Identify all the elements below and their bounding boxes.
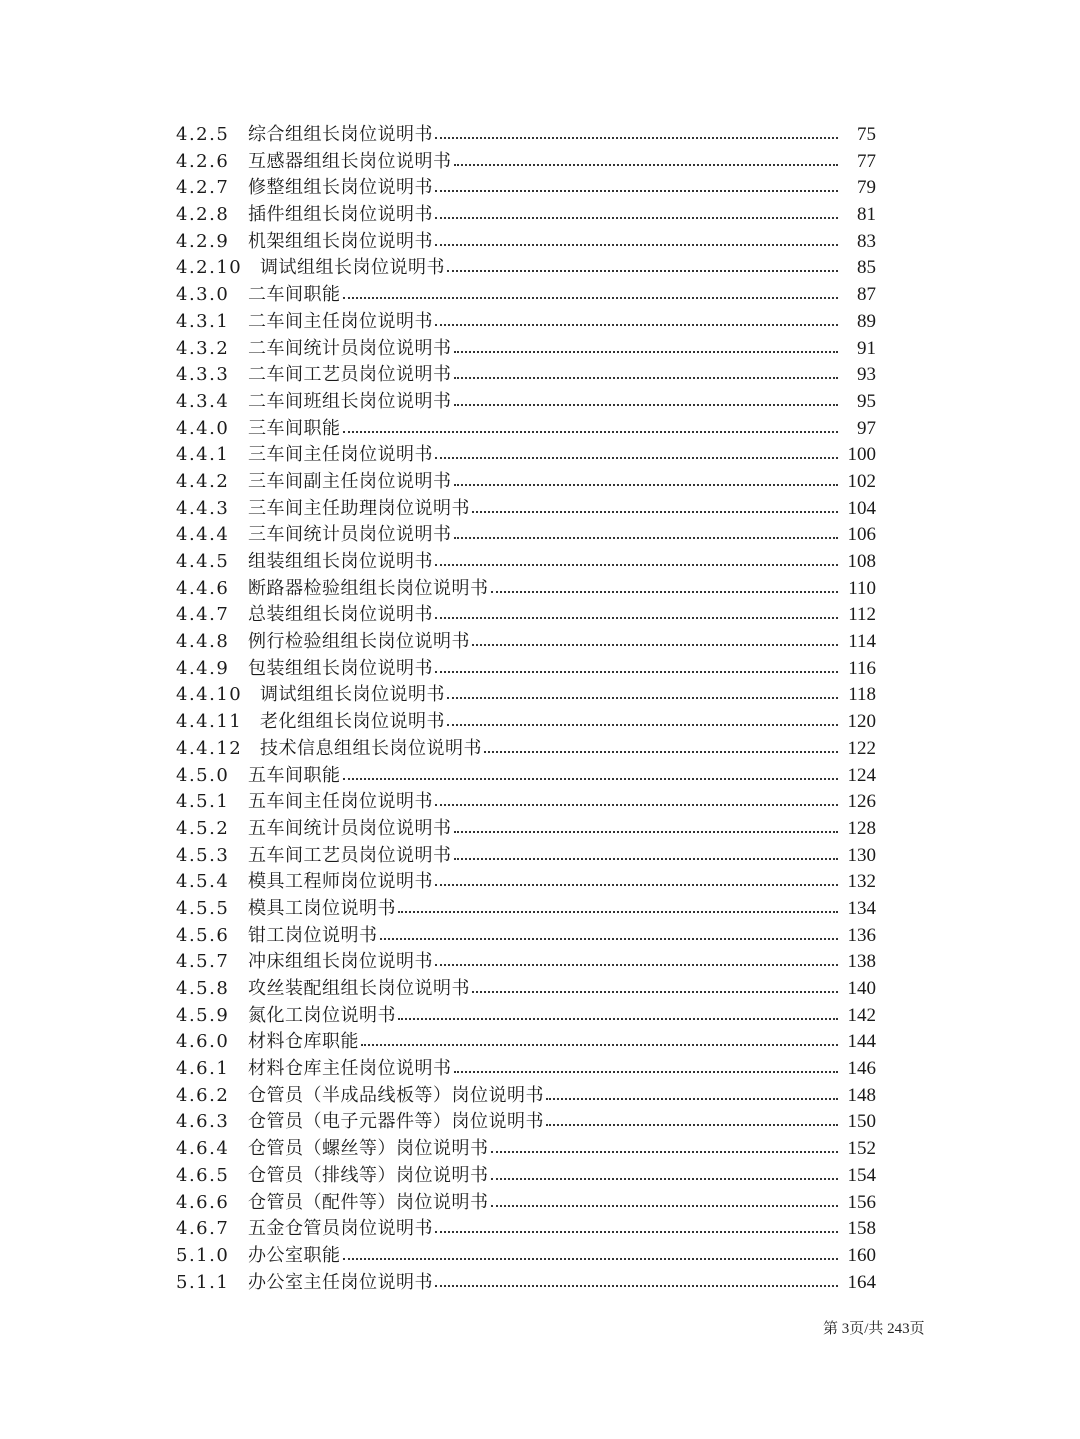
toc-entry-title: 仓管员（排线等）岗位说明书 (248, 1164, 489, 1186)
toc-entry-number: 4.3.1 (176, 310, 230, 332)
toc-entry-number: 4.5.7 (176, 951, 230, 973)
toc-entry-page: 100 (847, 444, 876, 466)
toc-entry-title: 机架组组长岗位说明书 (248, 230, 433, 252)
toc-dot-leader (546, 1109, 838, 1136)
toc-dot-leader (435, 656, 838, 683)
toc-entry-page: 112 (848, 604, 876, 626)
toc-entry-number: 4.4.3 (176, 497, 230, 519)
toc-dot-leader (343, 763, 839, 790)
toc-entry-page: 136 (847, 924, 876, 946)
toc-entry-number: 4.5.8 (176, 978, 230, 999)
toc-entry[interactable] (176, 1109, 876, 1136)
toc-entry-page: 160 (847, 1244, 876, 1266)
toc-entry[interactable] (176, 336, 876, 363)
toc-entry-number: 4.6.4 (176, 1138, 230, 1160)
toc-entry-number: 4.4.9 (176, 657, 230, 679)
toc-entry-page: 144 (847, 1031, 876, 1053)
toc-entry-number: 4.6.1 (176, 1058, 230, 1080)
toc-entry-title: 五车间统计员岗位说明书 (248, 817, 452, 839)
toc-entry-number: 4.4.6 (176, 577, 230, 599)
toc-entry-number: 4.2.6 (176, 150, 230, 172)
toc-entry-page: 154 (847, 1164, 876, 1186)
toc-entry-number: 5.1.0 (176, 1244, 230, 1266)
toc-dot-leader (343, 416, 839, 443)
toc-entry[interactable] (176, 949, 876, 976)
toc-entry-number: 4.2.8 (176, 204, 230, 226)
toc-entry[interactable] (176, 869, 876, 896)
toc-entry[interactable] (176, 709, 876, 736)
toc-entry-title: 材料仓库职能 (248, 1031, 359, 1053)
toc-dot-leader (435, 122, 838, 149)
toc-entry-number: 4.6.3 (176, 1111, 230, 1133)
toc-entry-page: 75 (857, 124, 876, 145)
toc-entry-title: 冲床组组长岗位说明书 (248, 951, 433, 973)
toc-entry-page: 110 (848, 577, 876, 599)
toc-entry-number: 4.4.7 (176, 604, 230, 626)
toc-entry-title: 三车间副主任岗位说明书 (248, 470, 452, 492)
toc-dot-leader (435, 1216, 838, 1243)
toc-entry[interactable] (176, 763, 876, 790)
toc-entry[interactable] (176, 736, 876, 763)
toc-dot-leader (435, 602, 838, 629)
toc-entry-number: 4.5.0 (176, 764, 230, 786)
toc-entry-page: 146 (847, 1058, 876, 1080)
toc-dot-leader (491, 1136, 839, 1163)
toc-dot-leader (447, 682, 838, 709)
toc-entry-page: 156 (847, 1191, 876, 1213)
toc-entry-title: 仓管员（半成品线板等）岗位说明书 (248, 1084, 544, 1106)
toc-entry-title: 二车间班组长岗位说明书 (248, 390, 452, 412)
toc-entry-number: 4.3.4 (176, 390, 230, 412)
toc-dot-leader (435, 949, 838, 976)
toc-entry-title: 氮化工岗位说明书 (248, 1004, 396, 1026)
toc-entry-page: 148 (847, 1084, 876, 1106)
toc-entry-title: 二车间主任岗位说明书 (248, 310, 433, 332)
toc-entry-number: 4.4.2 (176, 470, 230, 492)
toc-entry[interactable] (176, 1083, 876, 1110)
toc-entry[interactable] (176, 1270, 876, 1297)
toc-entry[interactable] (176, 923, 876, 950)
toc-entry-title: 例行检验组组长岗位说明书 (248, 631, 470, 653)
toc-dot-leader (454, 362, 839, 389)
toc-entry[interactable] (176, 1163, 876, 1190)
toc-entry-page: 142 (847, 1004, 876, 1026)
toc-entry-number: 4.5.4 (176, 871, 230, 893)
toc-entry-number: 4.4.12 (176, 737, 243, 759)
toc-entry-title: 插件组组长岗位说明书 (248, 204, 433, 226)
toc-entry-number: 4.5.9 (176, 1004, 230, 1026)
toc-entry-number: 4.6.6 (176, 1191, 230, 1213)
toc-entry-number: 4.6.2 (176, 1084, 230, 1106)
toc-entry-title: 二车间职能 (248, 284, 341, 306)
toc-entry-title: 二车间统计员岗位说明书 (248, 337, 452, 359)
toc-dot-leader (472, 629, 838, 656)
toc-dot-leader (472, 496, 838, 523)
toc-dot-leader (398, 1003, 838, 1030)
toc-entry[interactable] (176, 229, 876, 256)
toc-entry[interactable] (176, 389, 876, 416)
toc-entry-number: 4.4.11 (176, 711, 243, 733)
toc-dot-leader (398, 896, 838, 923)
toc-entry-page: 89 (857, 310, 876, 332)
toc-entry[interactable] (176, 469, 876, 496)
toc-entry-title: 调试组组长岗位说明书 (260, 684, 445, 706)
toc-entry-number: 4.6.5 (176, 1164, 230, 1186)
toc-entry-page: 91 (857, 337, 876, 359)
toc-entry-page: 83 (857, 230, 876, 252)
table-of-contents (176, 122, 876, 1296)
toc-entry[interactable] (176, 602, 876, 629)
toc-dot-leader (454, 469, 839, 496)
toc-entry[interactable] (176, 1190, 876, 1217)
toc-entry-page: 106 (847, 524, 876, 546)
toc-entry-page: 150 (847, 1111, 876, 1133)
toc-entry-number: 4.5.2 (176, 817, 230, 839)
toc-entry-number: 4.2.7 (176, 177, 230, 199)
toc-dot-leader (454, 522, 839, 549)
toc-entry-number: 4.3.0 (176, 284, 230, 306)
toc-dot-leader (435, 175, 838, 202)
toc-entry[interactable] (176, 1136, 876, 1163)
toc-entry-page: 134 (847, 897, 876, 919)
toc-entry[interactable] (176, 522, 876, 549)
toc-dot-leader (454, 336, 839, 363)
toc-entry-number: 4.4.1 (176, 444, 230, 466)
toc-entry[interactable] (176, 255, 876, 282)
toc-dot-leader (435, 229, 838, 256)
toc-entry-number: 4.3.3 (176, 364, 230, 386)
toc-entry[interactable] (176, 549, 876, 576)
toc-entry-number: 4.4.4 (176, 524, 230, 546)
toc-entry-page: 77 (857, 150, 876, 172)
toc-dot-leader (491, 576, 839, 603)
toc-entry-number: 4.4.5 (176, 551, 230, 572)
toc-entry-page: 102 (847, 470, 876, 492)
toc-entry[interactable] (176, 1029, 876, 1056)
toc-entry[interactable] (176, 496, 876, 523)
toc-entry-title: 三车间统计员岗位说明书 (248, 524, 452, 546)
toc-entry-number: 4.3.2 (176, 337, 230, 359)
toc-entry-number: 4.4.8 (176, 631, 230, 653)
toc-entry-title: 五金仓管员岗位说明书 (248, 1218, 433, 1240)
toc-dot-leader (454, 816, 839, 843)
toc-entry-page: 95 (857, 390, 876, 412)
page-footer: 第 3页/共 243页 (823, 1321, 925, 1337)
toc-entry-title: 互感器组组长岗位说明书 (248, 150, 452, 172)
toc-entry-page: 122 (847, 737, 876, 759)
toc-entry-title: 模具工程师岗位说明书 (248, 871, 433, 893)
toc-entry[interactable] (176, 896, 876, 923)
toc-entry-title: 断路器检验组组长岗位说明书 (248, 577, 489, 599)
toc-entry-page: 126 (847, 791, 876, 813)
toc-dot-leader (435, 1270, 838, 1297)
toc-entry-page: 124 (847, 764, 876, 786)
toc-entry-number: 4.6.7 (176, 1218, 230, 1240)
toc-entry[interactable] (176, 202, 876, 229)
toc-entry[interactable] (176, 149, 876, 176)
toc-entry-title: 攻丝装配组组长岗位说明书 (248, 978, 470, 999)
toc-entry-title: 三车间主任岗位说明书 (248, 444, 433, 466)
toc-entry[interactable] (176, 1216, 876, 1243)
toc-entry[interactable] (176, 629, 876, 656)
toc-dot-leader (435, 202, 838, 229)
toc-dot-leader (454, 389, 839, 416)
toc-entry[interactable] (176, 442, 876, 469)
toc-dot-leader (435, 309, 838, 336)
toc-entry-title: 三车间主任助理岗位说明书 (248, 497, 470, 519)
toc-entry-title: 仓管员（螺丝等）岗位说明书 (248, 1138, 489, 1160)
toc-entry-page: 152 (847, 1138, 876, 1160)
toc-entry-number: 4.4.10 (176, 684, 243, 706)
toc-entry-page: 79 (857, 177, 876, 199)
toc-dot-leader (435, 869, 838, 896)
toc-entry[interactable] (176, 682, 876, 709)
toc-entry[interactable] (176, 576, 876, 603)
toc-entry[interactable] (176, 816, 876, 843)
toc-entry-title: 二车间工艺员岗位说明书 (248, 364, 452, 386)
toc-entry[interactable] (176, 1243, 876, 1270)
toc-entry-number: 4.5.5 (176, 897, 230, 919)
toc-entry-title: 办公室职能 (248, 1244, 341, 1266)
toc-dot-leader (435, 549, 838, 576)
toc-entry-page: 97 (857, 417, 876, 439)
toc-dot-leader (454, 1056, 839, 1083)
toc-dot-leader (491, 1163, 839, 1190)
toc-entry-title: 包装组组长岗位说明书 (248, 657, 433, 679)
toc-dot-leader (435, 789, 838, 816)
toc-entry-title: 总装组组长岗位说明书 (248, 604, 433, 626)
toc-entry-page: 140 (847, 978, 876, 999)
toc-entry-page: 130 (847, 844, 876, 866)
toc-entry-number: 4.2.10 (176, 257, 243, 279)
toc-entry[interactable] (176, 362, 876, 389)
toc-entry-number: 4.5.3 (176, 844, 230, 866)
toc-dot-leader (380, 923, 839, 950)
toc-entry-title: 三车间职能 (248, 417, 341, 439)
toc-entry[interactable] (176, 282, 876, 309)
toc-dot-leader (472, 976, 838, 1003)
toc-entry-number: 4.5.6 (176, 924, 230, 946)
toc-entry[interactable] (176, 416, 876, 443)
toc-entry-page: 128 (847, 817, 876, 839)
toc-dot-leader (546, 1083, 838, 1110)
toc-dot-leader (435, 442, 838, 469)
toc-entry[interactable] (176, 656, 876, 683)
toc-entry-title: 五车间主任岗位说明书 (248, 791, 433, 813)
toc-entry[interactable] (176, 1003, 876, 1030)
toc-entry[interactable] (176, 309, 876, 336)
toc-dot-leader (454, 149, 839, 176)
toc-entry-title: 模具工岗位说明书 (248, 897, 396, 919)
toc-dot-leader (343, 1243, 839, 1270)
toc-dot-leader (343, 282, 839, 309)
toc-dot-leader (454, 843, 839, 870)
toc-entry-page: 120 (847, 711, 876, 733)
toc-dot-leader (447, 255, 838, 282)
toc-entry-number: 4.2.5 (176, 124, 230, 145)
toc-entry-page: 93 (857, 364, 876, 386)
toc-entry-title: 办公室主任岗位说明书 (248, 1271, 433, 1293)
toc-entry-page: 81 (857, 204, 876, 226)
toc-entry-page: 164 (847, 1271, 876, 1293)
toc-entry-page: 87 (857, 284, 876, 306)
toc-entry-page: 118 (848, 684, 876, 706)
toc-entry-page: 104 (847, 497, 876, 519)
toc-entry[interactable] (176, 843, 876, 870)
toc-entry-title: 五车间职能 (248, 764, 341, 786)
toc-entry-title: 调试组组长岗位说明书 (260, 257, 445, 279)
toc-entry-number: 5.1.1 (176, 1271, 230, 1293)
toc-entry-title: 仓管员（电子元器件等）岗位说明书 (248, 1111, 544, 1133)
toc-entry-title: 材料仓库主任岗位说明书 (248, 1058, 452, 1080)
toc-entry-title: 钳工岗位说明书 (248, 924, 378, 946)
toc-entry-number: 4.5.1 (176, 791, 230, 813)
toc-entry-number: 4.2.9 (176, 230, 230, 252)
toc-entry-page: 132 (847, 871, 876, 893)
toc-dot-leader (361, 1029, 838, 1056)
toc-entry-title: 五车间工艺员岗位说明书 (248, 844, 452, 866)
toc-entry-title: 技术信息组组长岗位说明书 (260, 737, 482, 759)
toc-entry[interactable] (176, 976, 876, 1003)
toc-entry-title: 仓管员（配件等）岗位说明书 (248, 1191, 489, 1213)
toc-entry-title: 修整组组长岗位说明书 (248, 177, 433, 199)
toc-entry-page: 158 (847, 1218, 876, 1240)
toc-entry-page: 116 (848, 657, 876, 679)
toc-entry[interactable] (176, 1056, 876, 1083)
toc-entry-number: 4.6.0 (176, 1031, 230, 1053)
toc-entry-title: 综合组组长岗位说明书 (248, 124, 433, 145)
toc-entry-number: 4.4.0 (176, 417, 230, 439)
toc-entry-page: 114 (848, 631, 876, 653)
toc-entry-title: 组装组组长岗位说明书 (248, 551, 433, 572)
toc-entry[interactable] (176, 122, 876, 149)
toc-dot-leader (484, 736, 838, 763)
toc-entry[interactable] (176, 789, 876, 816)
toc-entry-page: 108 (847, 551, 876, 572)
toc-dot-leader (447, 709, 838, 736)
toc-entry-page: 138 (847, 951, 876, 973)
toc-entry-title: 老化组组长岗位说明书 (260, 711, 445, 733)
toc-dot-leader (491, 1190, 839, 1217)
toc-entry-page: 85 (857, 257, 876, 279)
toc-entry[interactable] (176, 175, 876, 202)
